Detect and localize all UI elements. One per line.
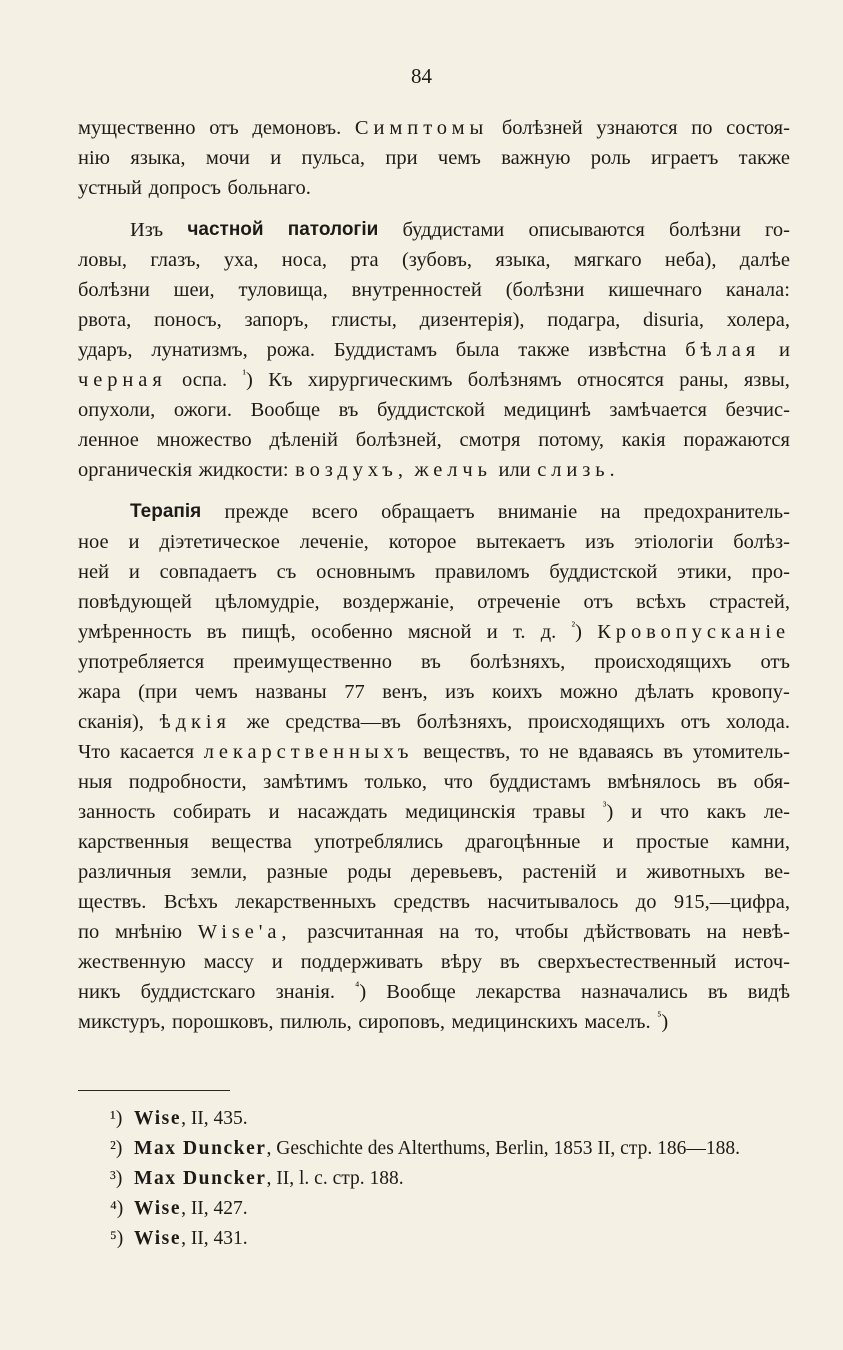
footnote xyxy=(110,1164,800,1194)
footnote-author: Max Duncker xyxy=(134,1138,267,1159)
footnote-reference: , II, 431. xyxy=(181,1228,248,1249)
text-line: болѣзни шеи, туловища, внутренностей (болѣзни кишечнаго канала: xyxy=(78,279,790,301)
text-line: нію языка, мочи и пульса, при чемъ важную роль играетъ также xyxy=(78,147,790,169)
text-line: жественную массу и поддерживать вѣру въ сверхъестественный источ- xyxy=(78,951,790,973)
text-line: ное и діэтетическое леченіе, которое вытекаетъ изъ этіологіи болѣз- xyxy=(78,531,790,553)
paragraph-gap xyxy=(78,485,790,497)
footnotes xyxy=(110,1104,800,1254)
text-line: ществъ. Всѣхъ лекарственныхъ средствъ насчитывалось до 915,—цифра, xyxy=(78,891,790,913)
text-line: мущественно отъ демоновъ. Симптомы болѣзней узнаются по состоя- xyxy=(78,117,790,139)
text-line: органическія жидкости: воздухъ, желчь или слизь. xyxy=(78,459,620,481)
footnote-reference: , II, 435. xyxy=(181,1108,248,1129)
text-line: ней и совпадаетъ съ основнымъ правиломъ буддистской этики, про- xyxy=(78,561,790,583)
text-line: ловы, глазъ, уха, носа, рта (зубовъ, языка, мягкаго неба), далѣе xyxy=(78,249,790,271)
page-number: 84 xyxy=(411,64,432,88)
text-line: занность собирать и насаждать медицинскія травы $^{^3}$) и что какъ ле- xyxy=(78,799,790,823)
footnote xyxy=(110,1134,800,1164)
text-line: жара (при чемъ названы 77 венъ, изъ коихъ можно дѣлать кровопу- xyxy=(78,681,790,703)
text-line: Что касается лекарственныхъ веществъ, то не вдаваясь въ утомитель- xyxy=(78,741,790,763)
footnote-reference: , II, 427. xyxy=(181,1198,248,1219)
text-line: Изъ частной патологіи буддистами описываются болѣзни го- xyxy=(130,219,790,241)
body-text xyxy=(78,113,790,1037)
text-line: по мнѣнію Wise'а, разсчитанная на то, чтобы дѣйствовать на невѣ- xyxy=(78,921,790,943)
text-line: умѣренность въ пищѣ, особенно мясной и т. д. $^{^2}$) Кровопусканіе xyxy=(78,619,790,643)
text-line: Терапія прежде всего обращаетъ вниманіе на предохранитель- xyxy=(130,501,790,523)
footnote xyxy=(110,1224,800,1254)
footnote-mark: ⁵) xyxy=(110,1228,124,1249)
text-line: ныя подробности, замѣтимъ только, что буддистамъ вмѣнялось въ обя- xyxy=(78,771,790,793)
text-line: различныя земли, разные роды деревьевъ, растеній и животныхъ ве- xyxy=(78,861,790,883)
footnote-mark: ³) xyxy=(110,1168,123,1189)
text-line: микстуръ, порошковъ, пилюль, сироповъ, медицинскихъ маселъ. $^{^5}$) xyxy=(78,1009,669,1033)
text-line: опухоли, ожоги. Вообще въ буддистской медицинѣ замѣчается безчис- xyxy=(78,399,790,421)
footnote-author: Wise xyxy=(134,1228,182,1249)
text-line: устный допросъ больнаго. xyxy=(78,177,311,199)
footnote xyxy=(110,1104,800,1134)
footnote-author: Max Duncker xyxy=(134,1168,267,1189)
footnote-reference: , II, l. c. стр. 188. xyxy=(266,1168,404,1189)
text-line: черная оспа. $^{^1}$) Къ хирургическимъ болѣзнямъ относятся раны, язвы, xyxy=(78,367,790,391)
footnote-reference: , Geschichte des Alterthums, Berlin, 1853 II, стр. 186—188. xyxy=(266,1138,740,1159)
text-line: употребляется преимущественно въ болѣзняхъ, происходящихъ отъ xyxy=(78,651,790,673)
footnote-mark: ¹) xyxy=(110,1108,123,1129)
footnote-author: Wise xyxy=(134,1198,182,1219)
text-line: сканія), ѣдкія же средства—въ болѣзняхъ, происходящихъ отъ холода. xyxy=(78,711,790,733)
text-line: рвота, поносъ, запоръ, глисты, дизентерія), подагра, disuria, холера, xyxy=(78,309,790,331)
paragraph-gap xyxy=(78,203,790,215)
text-line: ленное множество дѣленій болѣзней, смотря потому, какія поражаются xyxy=(78,429,790,451)
text-line: повѣдующей цѣломудріе, воздержаніе, отреченіе отъ всѣхъ страстей, xyxy=(78,591,790,613)
footnote-mark: ⁴) xyxy=(110,1198,124,1219)
footnote-separator xyxy=(78,1090,230,1091)
text-line: никъ буддистскаго знанія. $^{^4}$) Вообще лекарства назначались въ видѣ xyxy=(78,979,790,1003)
text-line: ударъ, лунатизмъ, рожа. Буддистамъ была также извѣстна бѣлая и xyxy=(78,339,790,361)
text-line: карственныя вещества употреблялись драгоцѣнные и простые камни, xyxy=(78,831,790,853)
footnote xyxy=(110,1194,800,1224)
footnote-mark: ²) xyxy=(110,1138,123,1159)
footnote-author: Wise xyxy=(134,1108,182,1129)
